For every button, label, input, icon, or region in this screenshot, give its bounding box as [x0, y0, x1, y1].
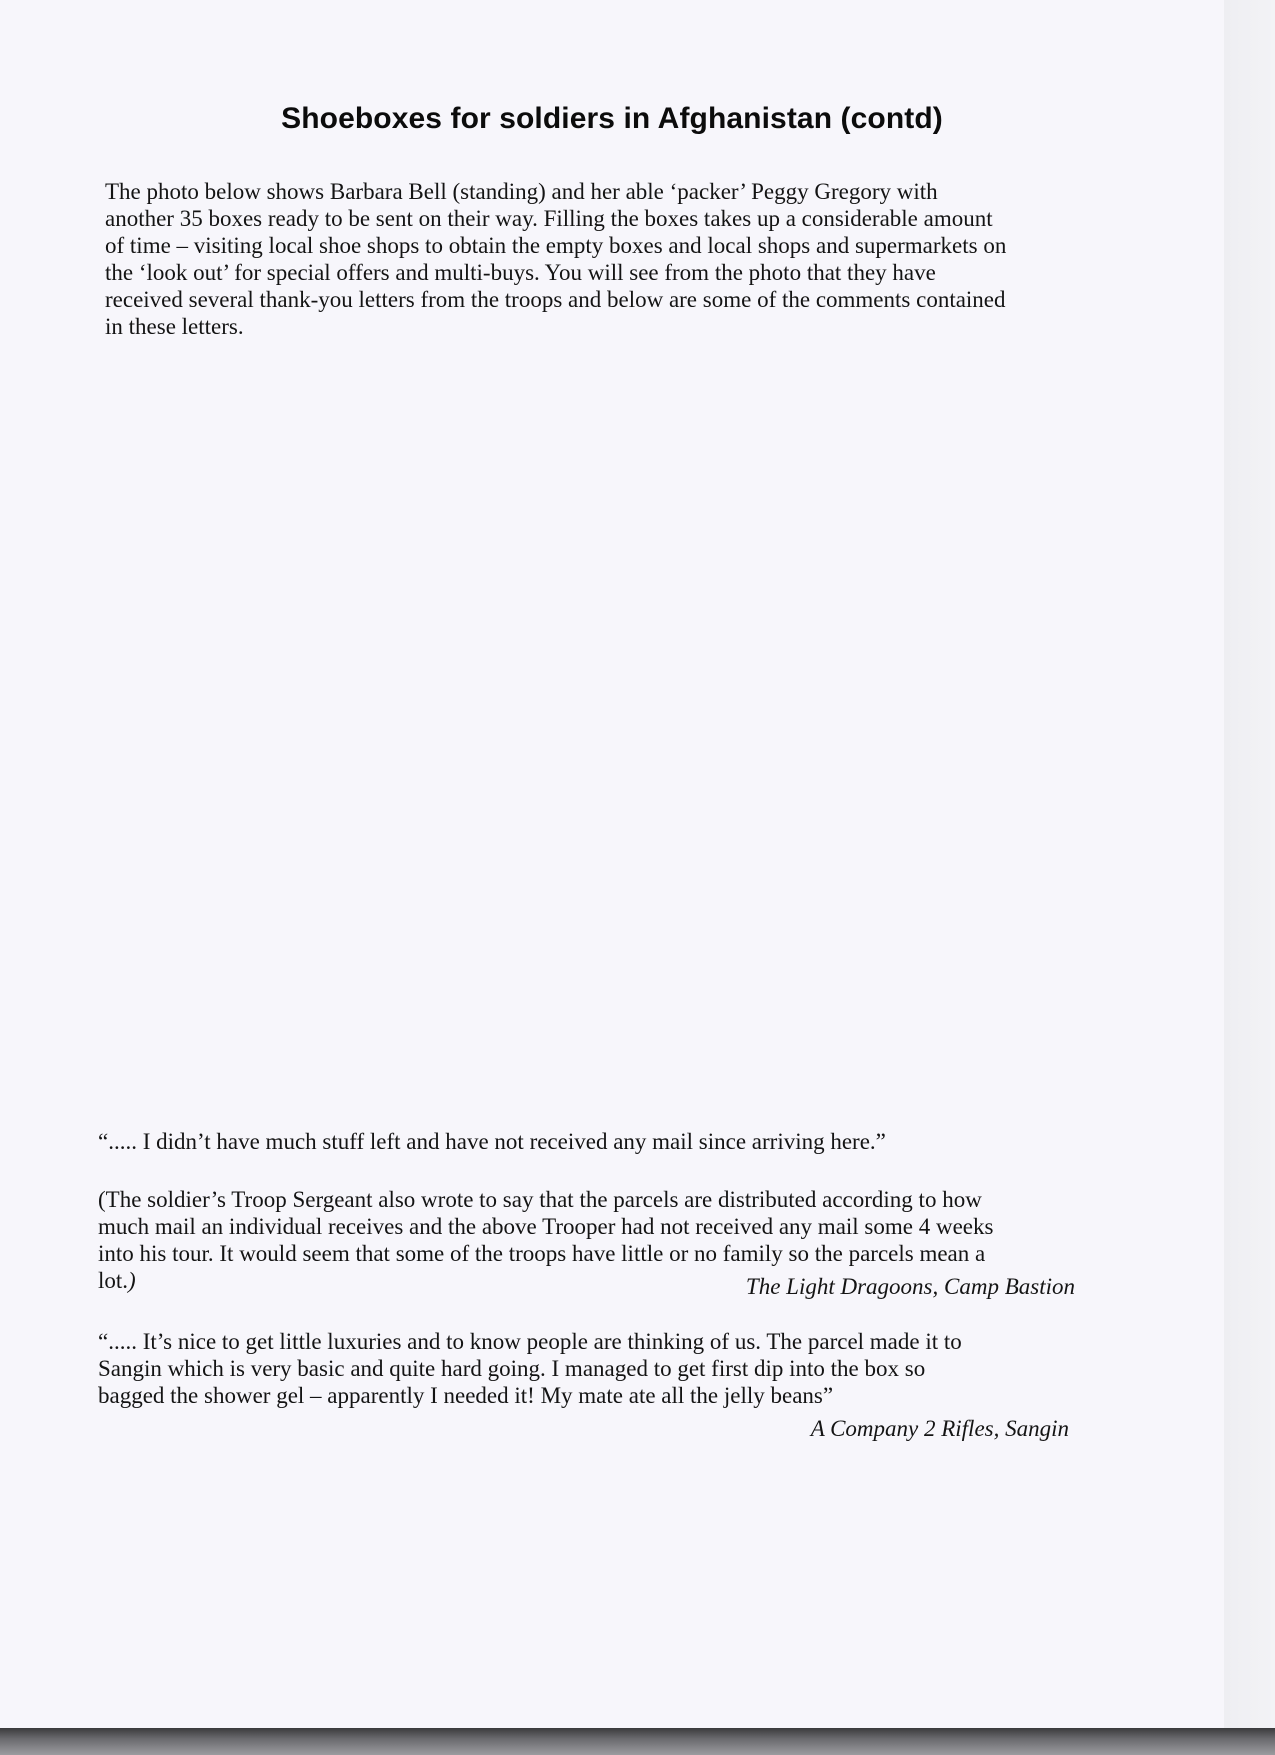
- intro-paragraph: [105, 178, 1105, 340]
- scanner-edge-bottom: [0, 1728, 1275, 1755]
- photo-placeholder: [105, 360, 1105, 1100]
- note-line: (The soldier’s Troop Sergeant also wrote to say that the parcels are distributed according to how: [98, 1187, 982, 1212]
- quote-line: “..... It’s nice to get little luxuries and to know people are thinking of us. The parcel made it to: [98, 1329, 962, 1354]
- soldier-quote-1: [98, 1128, 1098, 1155]
- note-line: into his tour. It would seem that some of the troops have little or no family so the parcels mean a: [98, 1241, 986, 1266]
- note-last-text: lot.: [98, 1268, 129, 1293]
- intro-line: of time – visiting local shoe shops to obtain the empty boxes and local shops and supermarkets on: [105, 233, 1007, 258]
- quote-line: bagged the shower gel – apparently I needed it! My mate ate all the jelly beans”: [98, 1383, 834, 1408]
- attribution-light-dragoons: The Light Dragoons, Camp Bastion: [745, 1274, 1075, 1299]
- quote-text: “..... I didn’t have much stuff left and have not received any mail since arriving here.”: [98, 1129, 886, 1154]
- intro-line: in these letters.: [105, 314, 244, 339]
- intro-line: received several thank-you letters from the troops and below are some of the comments contained: [105, 287, 1006, 312]
- soldier-quote-2: [98, 1328, 1098, 1409]
- intro-line: the ‘look out’ for special offers and multi-buys. You will see from the photo that they have: [105, 260, 936, 285]
- quote-line: Sangin which is very basic and quite hard going. I managed to get first dip into the box so: [98, 1356, 926, 1381]
- intro-line: another 35 boxes ready to be sent on their way. Filling the boxes takes up a considerable amount: [105, 206, 993, 231]
- page-title: Shoeboxes for soldiers in Afghanistan (contd): [281, 102, 943, 135]
- note-close-paren: ): [128, 1268, 136, 1293]
- attribution-2-rifles: A Company 2 Rifles, Sangin: [810, 1416, 1069, 1441]
- scanner-edge-right: [1224, 0, 1275, 1755]
- note-line: much mail an individual receives and the above Trooper had not received any mail some 4 weeks: [98, 1214, 994, 1239]
- note-last-line: [98, 1267, 136, 1294]
- intro-line: The photo below shows Barbara Bell (standing) and her able ‘packer’ Peggy Gregory with: [105, 179, 938, 204]
